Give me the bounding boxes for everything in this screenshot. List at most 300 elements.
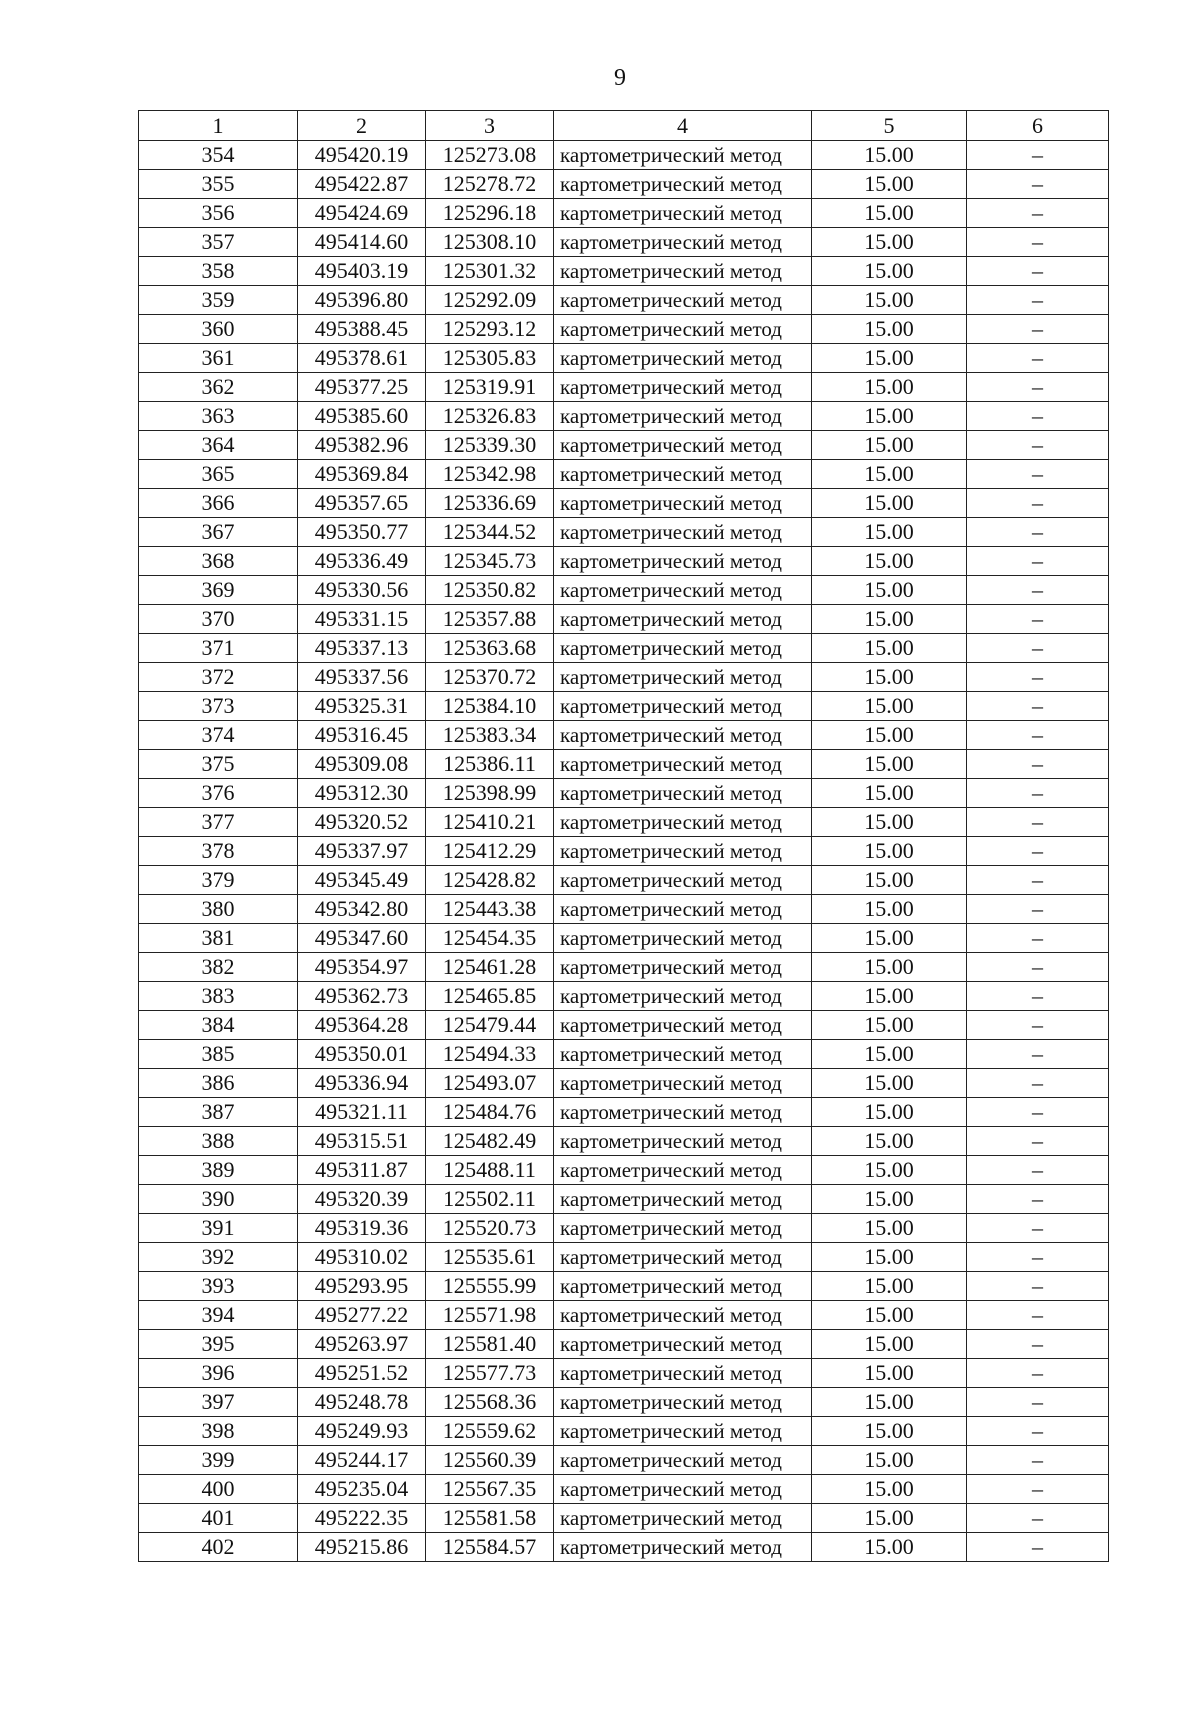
- cell-y-coordinate: 125386.11: [426, 750, 554, 779]
- cell-x-coordinate: 495249.93: [298, 1417, 426, 1446]
- table-row: [139, 170, 1109, 199]
- cell-note: –: [967, 576, 1109, 605]
- cell-point-number: 376: [139, 779, 298, 808]
- cell-method: картометрический метод: [554, 1214, 812, 1243]
- cell-y-coordinate: 125560.39: [426, 1446, 554, 1475]
- cell-method: картометрический метод: [554, 1446, 812, 1475]
- table-row: [139, 257, 1109, 286]
- cell-y-coordinate: 125342.98: [426, 460, 554, 489]
- cell-point-number: 372: [139, 663, 298, 692]
- cell-note: –: [967, 924, 1109, 953]
- cell-method: картометрический метод: [554, 576, 812, 605]
- cell-accuracy: 15.00: [812, 1243, 967, 1272]
- table-row: [139, 1388, 1109, 1417]
- cell-x-coordinate: 495364.28: [298, 1011, 426, 1040]
- cell-x-coordinate: 495244.17: [298, 1446, 426, 1475]
- cell-x-coordinate: 495320.52: [298, 808, 426, 837]
- cell-x-coordinate: 495337.56: [298, 663, 426, 692]
- cell-point-number: 365: [139, 460, 298, 489]
- cell-x-coordinate: 495235.04: [298, 1475, 426, 1504]
- cell-x-coordinate: 495316.45: [298, 721, 426, 750]
- cell-x-coordinate: 495382.96: [298, 431, 426, 460]
- table-row: [139, 1301, 1109, 1330]
- cell-x-coordinate: 495331.15: [298, 605, 426, 634]
- cell-accuracy: 15.00: [812, 344, 967, 373]
- cell-method: картометрический метод: [554, 663, 812, 692]
- cell-method: картометрический метод: [554, 1127, 812, 1156]
- cell-x-coordinate: 495354.97: [298, 953, 426, 982]
- cell-accuracy: 15.00: [812, 1359, 967, 1388]
- cell-y-coordinate: 125345.73: [426, 547, 554, 576]
- cell-point-number: 396: [139, 1359, 298, 1388]
- cell-y-coordinate: 125344.52: [426, 518, 554, 547]
- cell-accuracy: 15.00: [812, 605, 967, 634]
- cell-point-number: 401: [139, 1504, 298, 1533]
- cell-method: картометрический метод: [554, 953, 812, 982]
- cell-accuracy: 15.00: [812, 1040, 967, 1069]
- cell-y-coordinate: 125461.28: [426, 953, 554, 982]
- cell-x-coordinate: 495377.25: [298, 373, 426, 402]
- cell-method: картометрический метод: [554, 1040, 812, 1069]
- cell-y-coordinate: 125370.72: [426, 663, 554, 692]
- cell-x-coordinate: 495422.87: [298, 170, 426, 199]
- cell-y-coordinate: 125555.99: [426, 1272, 554, 1301]
- cell-y-coordinate: 125305.83: [426, 344, 554, 373]
- cell-note: –: [967, 866, 1109, 895]
- cell-x-coordinate: 495342.80: [298, 895, 426, 924]
- cell-point-number: 387: [139, 1098, 298, 1127]
- cell-x-coordinate: 495337.13: [298, 634, 426, 663]
- cell-note: –: [967, 692, 1109, 721]
- cell-y-coordinate: 125581.58: [426, 1504, 554, 1533]
- cell-method: картометрический метод: [554, 257, 812, 286]
- cell-accuracy: 15.00: [812, 1011, 967, 1040]
- cell-method: картометрический метод: [554, 344, 812, 373]
- cell-point-number: 359: [139, 286, 298, 315]
- cell-method: картометрический метод: [554, 228, 812, 257]
- cell-note: –: [967, 1359, 1109, 1388]
- cell-method: картометрический метод: [554, 286, 812, 315]
- cell-note: –: [967, 1185, 1109, 1214]
- cell-note: –: [967, 1417, 1109, 1446]
- cell-x-coordinate: 495321.11: [298, 1098, 426, 1127]
- table-row: [139, 1098, 1109, 1127]
- cell-accuracy: 15.00: [812, 1446, 967, 1475]
- table-row: [139, 518, 1109, 547]
- cell-accuracy: 15.00: [812, 489, 967, 518]
- cell-point-number: 356: [139, 199, 298, 228]
- cell-accuracy: 15.00: [812, 779, 967, 808]
- cell-y-coordinate: 125273.08: [426, 141, 554, 170]
- table-row: [139, 1504, 1109, 1533]
- cell-y-coordinate: 125454.35: [426, 924, 554, 953]
- cell-note: –: [967, 170, 1109, 199]
- cell-note: –: [967, 228, 1109, 257]
- cell-x-coordinate: 495215.86: [298, 1533, 426, 1562]
- cell-accuracy: 15.00: [812, 373, 967, 402]
- table-row: [139, 634, 1109, 663]
- cell-method: картометрический метод: [554, 373, 812, 402]
- cell-note: –: [967, 1011, 1109, 1040]
- cell-accuracy: 15.00: [812, 431, 967, 460]
- cell-accuracy: 15.00: [812, 286, 967, 315]
- cell-note: –: [967, 1156, 1109, 1185]
- cell-point-number: 383: [139, 982, 298, 1011]
- cell-point-number: 378: [139, 837, 298, 866]
- table-row: [139, 605, 1109, 634]
- cell-note: –: [967, 837, 1109, 866]
- cell-note: –: [967, 663, 1109, 692]
- cell-note: –: [967, 721, 1109, 750]
- cell-x-coordinate: 495369.84: [298, 460, 426, 489]
- cell-x-coordinate: 495336.94: [298, 1069, 426, 1098]
- cell-y-coordinate: 125398.99: [426, 779, 554, 808]
- cell-point-number: 395: [139, 1330, 298, 1359]
- cell-note: –: [967, 199, 1109, 228]
- cell-y-coordinate: 125559.62: [426, 1417, 554, 1446]
- cell-x-coordinate: 495248.78: [298, 1388, 426, 1417]
- cell-accuracy: 15.00: [812, 1127, 967, 1156]
- cell-accuracy: 15.00: [812, 721, 967, 750]
- table-row: [139, 576, 1109, 605]
- table-row: [139, 663, 1109, 692]
- cell-y-coordinate: 125571.98: [426, 1301, 554, 1330]
- cell-y-coordinate: 125384.10: [426, 692, 554, 721]
- cell-note: –: [967, 1214, 1109, 1243]
- cell-method: картометрический метод: [554, 1417, 812, 1446]
- cell-accuracy: 15.00: [812, 1069, 967, 1098]
- cell-point-number: 361: [139, 344, 298, 373]
- cell-note: –: [967, 1098, 1109, 1127]
- table-row: [139, 721, 1109, 750]
- cell-accuracy: 15.00: [812, 518, 967, 547]
- cell-note: –: [967, 431, 1109, 460]
- table-row: [139, 141, 1109, 170]
- cell-accuracy: 15.00: [812, 199, 967, 228]
- cell-method: картометрический метод: [554, 605, 812, 634]
- cell-note: –: [967, 489, 1109, 518]
- page-number: 9: [614, 65, 626, 91]
- cell-accuracy: 15.00: [812, 1301, 967, 1330]
- cell-y-coordinate: 125357.88: [426, 605, 554, 634]
- cell-y-coordinate: 125336.69: [426, 489, 554, 518]
- table-row: [139, 1214, 1109, 1243]
- cell-y-coordinate: 125581.40: [426, 1330, 554, 1359]
- cell-accuracy: 15.00: [812, 1388, 967, 1417]
- cell-point-number: 369: [139, 576, 298, 605]
- table-row: [139, 1156, 1109, 1185]
- cell-y-coordinate: 125292.09: [426, 286, 554, 315]
- table-row: [139, 1069, 1109, 1098]
- cell-x-coordinate: 495319.36: [298, 1214, 426, 1243]
- table-row: [139, 1127, 1109, 1156]
- cell-note: –: [967, 1330, 1109, 1359]
- cell-accuracy: 15.00: [812, 953, 967, 982]
- cell-note: –: [967, 315, 1109, 344]
- cell-y-coordinate: 125584.57: [426, 1533, 554, 1562]
- cell-x-coordinate: 495337.97: [298, 837, 426, 866]
- cell-y-coordinate: 125293.12: [426, 315, 554, 344]
- cell-y-coordinate: 125363.68: [426, 634, 554, 663]
- cell-accuracy: 15.00: [812, 692, 967, 721]
- cell-note: –: [967, 141, 1109, 170]
- table-row: [139, 315, 1109, 344]
- cell-note: –: [967, 1388, 1109, 1417]
- cell-method: картометрический метод: [554, 1388, 812, 1417]
- cell-note: –: [967, 895, 1109, 924]
- table-row: [139, 1330, 1109, 1359]
- table-row: [139, 1011, 1109, 1040]
- table-row: [139, 286, 1109, 315]
- cell-accuracy: 15.00: [812, 663, 967, 692]
- cell-note: –: [967, 779, 1109, 808]
- cell-accuracy: 15.00: [812, 402, 967, 431]
- cell-x-coordinate: 495378.61: [298, 344, 426, 373]
- cell-method: картометрический метод: [554, 1156, 812, 1185]
- cell-accuracy: 15.00: [812, 228, 967, 257]
- cell-note: –: [967, 953, 1109, 982]
- table-row: [139, 402, 1109, 431]
- cell-point-number: 385: [139, 1040, 298, 1069]
- table-row: [139, 228, 1109, 257]
- cell-y-coordinate: 125488.11: [426, 1156, 554, 1185]
- table-row: [139, 1185, 1109, 1214]
- cell-y-coordinate: 125326.83: [426, 402, 554, 431]
- cell-note: –: [967, 1504, 1109, 1533]
- cell-accuracy: 15.00: [812, 895, 967, 924]
- cell-x-coordinate: 495315.51: [298, 1127, 426, 1156]
- table-row: [139, 866, 1109, 895]
- table-row: [139, 199, 1109, 228]
- cell-note: –: [967, 344, 1109, 373]
- cell-point-number: 379: [139, 866, 298, 895]
- cell-y-coordinate: 125568.36: [426, 1388, 554, 1417]
- cell-method: картометрический метод: [554, 460, 812, 489]
- cell-point-number: 360: [139, 315, 298, 344]
- cell-point-number: 394: [139, 1301, 298, 1330]
- column-header: 6: [967, 111, 1109, 141]
- cell-point-number: 380: [139, 895, 298, 924]
- table-header-row: [139, 111, 1109, 141]
- cell-point-number: 370: [139, 605, 298, 634]
- cell-point-number: 390: [139, 1185, 298, 1214]
- cell-y-coordinate: 125308.10: [426, 228, 554, 257]
- column-header: 1: [139, 111, 298, 141]
- cell-x-coordinate: 495312.30: [298, 779, 426, 808]
- cell-note: –: [967, 547, 1109, 576]
- cell-x-coordinate: 495420.19: [298, 141, 426, 170]
- cell-x-coordinate: 495320.39: [298, 1185, 426, 1214]
- cell-method: картометрический метод: [554, 692, 812, 721]
- cell-method: картометрический метод: [554, 1243, 812, 1272]
- cell-point-number: 368: [139, 547, 298, 576]
- cell-y-coordinate: 125479.44: [426, 1011, 554, 1040]
- cell-point-number: 402: [139, 1533, 298, 1562]
- cell-y-coordinate: 125443.38: [426, 895, 554, 924]
- cell-accuracy: 15.00: [812, 1156, 967, 1185]
- cell-point-number: 373: [139, 692, 298, 721]
- cell-point-number: 391: [139, 1214, 298, 1243]
- cell-accuracy: 15.00: [812, 1214, 967, 1243]
- table-row: [139, 779, 1109, 808]
- cell-x-coordinate: 495251.52: [298, 1359, 426, 1388]
- cell-point-number: 357: [139, 228, 298, 257]
- cell-point-number: 355: [139, 170, 298, 199]
- table-row: [139, 1533, 1109, 1562]
- cell-method: картометрический метод: [554, 199, 812, 228]
- cell-y-coordinate: 125339.30: [426, 431, 554, 460]
- cell-method: картометрический метод: [554, 1330, 812, 1359]
- cell-note: –: [967, 1475, 1109, 1504]
- cell-method: картометрический метод: [554, 315, 812, 344]
- cell-note: –: [967, 750, 1109, 779]
- table-row: [139, 489, 1109, 518]
- cell-note: –: [967, 373, 1109, 402]
- cell-note: –: [967, 808, 1109, 837]
- cell-point-number: 399: [139, 1446, 298, 1475]
- cell-method: картометрический метод: [554, 402, 812, 431]
- cell-point-number: 388: [139, 1127, 298, 1156]
- cell-method: картометрический метод: [554, 895, 812, 924]
- cell-accuracy: 15.00: [812, 1533, 967, 1562]
- table-row: [139, 1272, 1109, 1301]
- cell-note: –: [967, 982, 1109, 1011]
- cell-x-coordinate: 495325.31: [298, 692, 426, 721]
- cell-point-number: 375: [139, 750, 298, 779]
- cell-y-coordinate: 125296.18: [426, 199, 554, 228]
- cell-accuracy: 15.00: [812, 634, 967, 663]
- cell-note: –: [967, 1446, 1109, 1475]
- cell-note: –: [967, 1069, 1109, 1098]
- coordinates-table: [138, 110, 1109, 1562]
- cell-method: картометрический метод: [554, 1098, 812, 1127]
- cell-x-coordinate: 495357.65: [298, 489, 426, 518]
- cell-x-coordinate: 495403.19: [298, 257, 426, 286]
- cell-y-coordinate: 125535.61: [426, 1243, 554, 1272]
- cell-x-coordinate: 495345.49: [298, 866, 426, 895]
- cell-x-coordinate: 495309.08: [298, 750, 426, 779]
- column-header: 2: [298, 111, 426, 141]
- cell-note: –: [967, 460, 1109, 489]
- cell-point-number: 382: [139, 953, 298, 982]
- table-row: [139, 953, 1109, 982]
- cell-method: картометрический метод: [554, 431, 812, 460]
- cell-x-coordinate: 495277.22: [298, 1301, 426, 1330]
- cell-method: картометрический метод: [554, 1272, 812, 1301]
- cell-method: картометрический метод: [554, 518, 812, 547]
- cell-y-coordinate: 125301.32: [426, 257, 554, 286]
- cell-point-number: 392: [139, 1243, 298, 1272]
- cell-accuracy: 15.00: [812, 750, 967, 779]
- table-row: [139, 808, 1109, 837]
- cell-method: картометрический метод: [554, 924, 812, 953]
- table-row: [139, 1243, 1109, 1272]
- cell-y-coordinate: 125278.72: [426, 170, 554, 199]
- cell-point-number: 366: [139, 489, 298, 518]
- cell-point-number: 354: [139, 141, 298, 170]
- cell-method: картометрический метод: [554, 1475, 812, 1504]
- cell-accuracy: 15.00: [812, 1417, 967, 1446]
- cell-accuracy: 15.00: [812, 547, 967, 576]
- cell-note: –: [967, 518, 1109, 547]
- cell-point-number: 386: [139, 1069, 298, 1098]
- cell-method: картометрический метод: [554, 489, 812, 518]
- cell-accuracy: 15.00: [812, 808, 967, 837]
- cell-accuracy: 15.00: [812, 1272, 967, 1301]
- cell-note: –: [967, 1243, 1109, 1272]
- table-row: [139, 373, 1109, 402]
- cell-x-coordinate: 495311.87: [298, 1156, 426, 1185]
- cell-y-coordinate: 125484.76: [426, 1098, 554, 1127]
- column-header: 4: [554, 111, 812, 141]
- cell-x-coordinate: 495362.73: [298, 982, 426, 1011]
- cell-x-coordinate: 495424.69: [298, 199, 426, 228]
- cell-point-number: 362: [139, 373, 298, 402]
- cell-accuracy: 15.00: [812, 837, 967, 866]
- cell-accuracy: 15.00: [812, 924, 967, 953]
- cell-y-coordinate: 125465.85: [426, 982, 554, 1011]
- cell-note: –: [967, 1301, 1109, 1330]
- cell-point-number: 398: [139, 1417, 298, 1446]
- cell-y-coordinate: 125502.11: [426, 1185, 554, 1214]
- cell-note: –: [967, 286, 1109, 315]
- cell-point-number: 400: [139, 1475, 298, 1504]
- cell-note: –: [967, 634, 1109, 663]
- cell-point-number: 384: [139, 1011, 298, 1040]
- cell-method: картометрический метод: [554, 1504, 812, 1533]
- cell-x-coordinate: 495330.56: [298, 576, 426, 605]
- cell-accuracy: 15.00: [812, 1185, 967, 1214]
- cell-accuracy: 15.00: [812, 866, 967, 895]
- cell-method: картометрический метод: [554, 1011, 812, 1040]
- cell-note: –: [967, 1272, 1109, 1301]
- cell-method: картометрический метод: [554, 1359, 812, 1388]
- table-row: [139, 1359, 1109, 1388]
- cell-point-number: 381: [139, 924, 298, 953]
- cell-note: –: [967, 402, 1109, 431]
- table-row: [139, 547, 1109, 576]
- cell-y-coordinate: 125350.82: [426, 576, 554, 605]
- cell-y-coordinate: 125493.07: [426, 1069, 554, 1098]
- cell-method: картометрический метод: [554, 1185, 812, 1214]
- cell-method: картометрический метод: [554, 779, 812, 808]
- cell-y-coordinate: 125410.21: [426, 808, 554, 837]
- cell-point-number: 389: [139, 1156, 298, 1185]
- table-row: [139, 1446, 1109, 1475]
- table-row: [139, 1475, 1109, 1504]
- cell-y-coordinate: 125577.73: [426, 1359, 554, 1388]
- cell-note: –: [967, 1533, 1109, 1562]
- cell-method: картометрический метод: [554, 1301, 812, 1330]
- cell-accuracy: 15.00: [812, 170, 967, 199]
- cell-x-coordinate: 495414.60: [298, 228, 426, 257]
- table-row: [139, 837, 1109, 866]
- table-row: [139, 924, 1109, 953]
- cell-x-coordinate: 495293.95: [298, 1272, 426, 1301]
- cell-accuracy: 15.00: [812, 982, 967, 1011]
- cell-accuracy: 15.00: [812, 460, 967, 489]
- cell-method: картометрический метод: [554, 1533, 812, 1562]
- cell-method: картометрический метод: [554, 170, 812, 199]
- cell-y-coordinate: 125319.91: [426, 373, 554, 402]
- cell-x-coordinate: 495388.45: [298, 315, 426, 344]
- cell-accuracy: 15.00: [812, 1504, 967, 1533]
- cell-method: картометрический метод: [554, 721, 812, 750]
- cell-point-number: 377: [139, 808, 298, 837]
- cell-x-coordinate: 495396.80: [298, 286, 426, 315]
- cell-method: картометрический метод: [554, 141, 812, 170]
- cell-accuracy: 15.00: [812, 315, 967, 344]
